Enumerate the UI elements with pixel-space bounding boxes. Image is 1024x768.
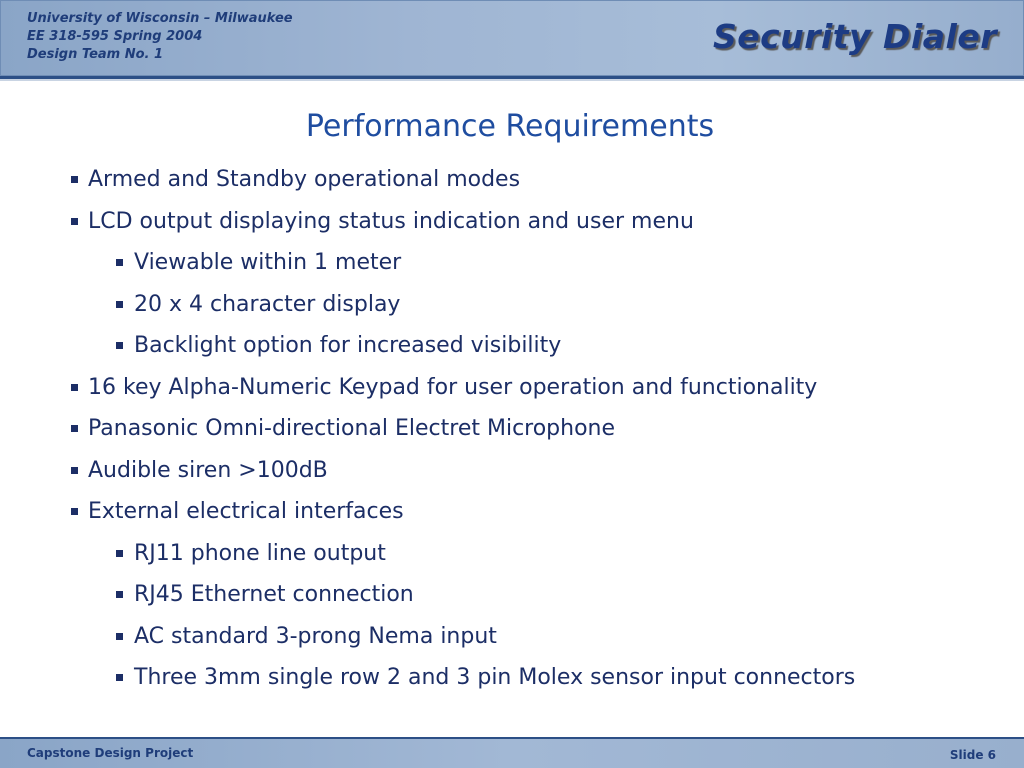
square-bullet-icon [116,342,123,349]
square-bullet-icon [116,633,123,640]
bullet-text: 16 key Alpha-Numeric Keypad for user operation and functionality [88,374,818,400]
slide-title [0,109,1024,144]
square-bullet-icon [116,259,123,266]
bullet-list [0,162,1024,702]
organization-info [27,10,293,64]
bullet-item [0,162,1024,204]
slide-footer [0,737,1024,768]
sub-bullet-item [0,245,1024,287]
square-bullet-icon [71,425,78,432]
org-line-team: Design Team No. 1 [27,47,164,62]
sub-bullet-item [0,619,1024,661]
square-bullet-icon [116,674,123,681]
slide-number: Slide 6 [949,748,996,762]
header-divider-shadow [0,79,1024,81]
square-bullet-icon [71,384,78,391]
project-brand-title: Security Dialer [712,17,997,56]
square-bullet-icon [71,508,78,515]
org-line-university: University of Wisconsin – Milwaukee [27,11,293,26]
slide-title-text: Performance Requirements [305,109,715,144]
square-bullet-icon [71,218,78,225]
bullet-text: Backlight option for increased visibility [134,333,562,358]
bullet-item [0,411,1024,453]
bullet-text: Panasonic Omni-directional Electret Microphone [88,416,616,441]
footer-project-label: Capstone Design Project [27,746,194,760]
bullet-text: 20 x 4 character display [134,291,401,317]
bullet-item [0,494,1024,536]
bullet-item [0,204,1024,246]
sub-bullet-item [0,577,1024,619]
bullet-item [0,370,1024,412]
bullet-text: External electrical interfaces [88,499,404,524]
sub-bullet-item [0,328,1024,370]
square-bullet-icon [71,467,78,474]
square-bullet-icon [116,550,123,557]
org-line-course: EE 318-595 Spring 2004 [27,29,203,44]
square-bullet-icon [116,591,123,598]
bullet-text: Armed and Standby operational modes [88,167,521,192]
square-bullet-icon [116,301,123,308]
bullet-text: AC standard 3-prong Nema input [134,623,497,649]
square-bullet-icon [71,176,78,183]
bullet-text: RJ11 phone line output [134,540,386,566]
bullet-text: LCD output displaying status indication and user menu [88,208,694,234]
slide-header [0,0,1024,76]
sub-bullet-item [0,660,1024,702]
bullet-text: RJ45 Ethernet connection [134,582,414,607]
bullet-text: Audible siren >100dB [88,457,328,483]
sub-bullet-item [0,536,1024,578]
bullet-text: Three 3mm single row 2 and 3 pin Molex sensor input connectors [134,665,856,690]
bullet-text: Viewable within 1 meter [134,250,402,275]
sub-bullet-item [0,287,1024,329]
bullet-item [0,453,1024,495]
